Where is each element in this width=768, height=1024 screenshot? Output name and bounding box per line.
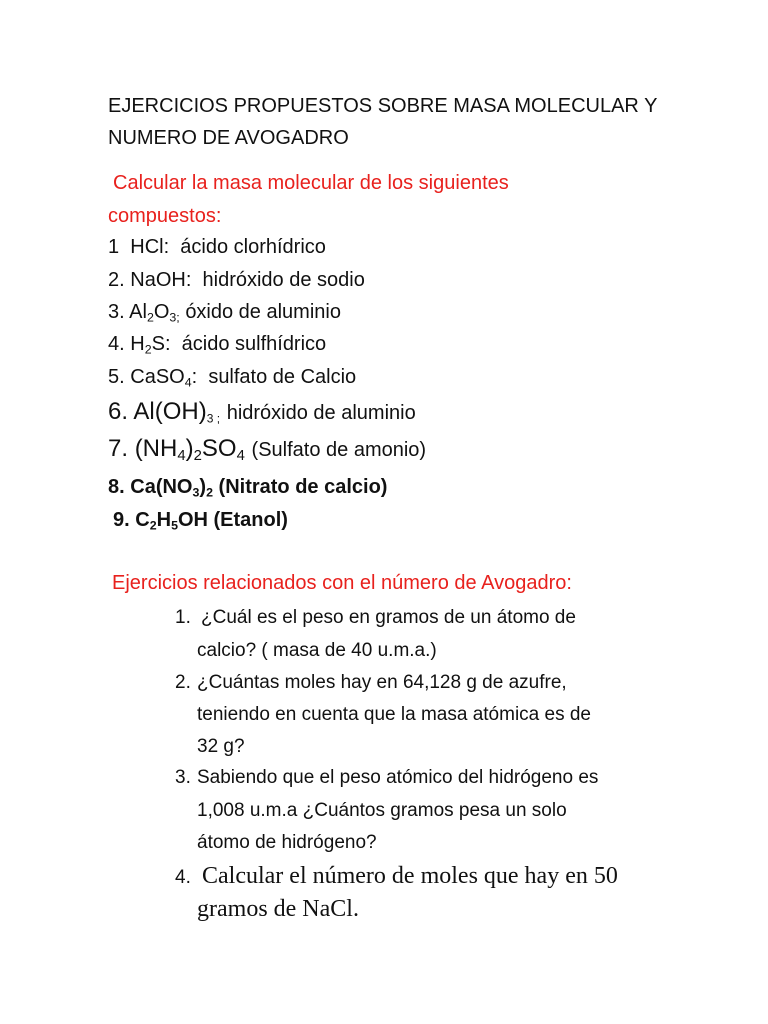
compound-name: hidróxido de sodio [202, 269, 365, 291]
compound-item-4 [108, 333, 327, 357]
compound-name: hidróxido de aluminio [226, 402, 416, 424]
section1-heading-line-1: Calcular la masa molecular de los siguientes [113, 172, 509, 194]
question-2-number: 2. [175, 672, 191, 693]
question-1-line-1: ¿Cuál es el peso en gramos de un átomo de [201, 607, 576, 628]
question-1-line-2: calcio? ( masa de 40 u.m.a.) [197, 640, 437, 661]
section1-heading-line-2: compuestos: [108, 205, 222, 227]
question-3-number: 3. [175, 767, 191, 788]
formula: $Al(OH)_{3 ;}$ [133, 398, 221, 426]
formula: CaSO$_4$: [130, 366, 198, 390]
item-number: 5. [108, 366, 125, 388]
compound-name: óxido de aluminio [185, 301, 341, 323]
question-4-line-1: Calcular el número de moles que hay en 50 [202, 863, 618, 889]
item-number: 2. [108, 269, 125, 291]
formula: NaOH: [130, 269, 192, 291]
formula: $(NH_4)_2SO_4$ [134, 435, 245, 465]
formula: $H_2S$: [130, 333, 171, 357]
question-2-line-1: ¿Cuántas moles hay en 64,128 g de azufre, [197, 672, 567, 693]
compound-item-3 [108, 301, 341, 325]
compound-name: (Nitrato de calcio) [218, 476, 388, 498]
formula: $Al_2O_{3;}$ [129, 301, 180, 325]
compound-item-2 [108, 270, 365, 290]
compound-name: ácido clorhídrico [180, 236, 326, 258]
item-number: 7. [108, 435, 129, 462]
item-number: 4. [108, 333, 125, 355]
compound-item-8 [108, 476, 388, 500]
question-3-line-3: átomo de hidrógeno? [197, 832, 377, 853]
compound-item-7 [108, 435, 427, 465]
item-number: 9. [113, 509, 130, 531]
compound-item-1 [108, 237, 326, 257]
compound-name: sulfato de Calcio [208, 366, 357, 388]
question-2-line-3: 32 g? [197, 736, 245, 757]
compound-name: (Sulfato de amonio) [251, 439, 427, 461]
item-number: 8. [108, 476, 125, 498]
title-line-2: NUMERO DE AVOGADRO [108, 127, 349, 149]
section2-heading: Ejercicios relacionados con el número de Avogadro: [112, 572, 572, 594]
title-line-1: EJERCICIOS PROPUESTOS SOBRE MASA MOLECULAR Y [108, 95, 658, 117]
compound-item-6 [108, 400, 416, 424]
formula: HCl: [130, 236, 170, 258]
compound-item-9 [113, 509, 288, 533]
compound-name: ácido sulfhídrico [181, 333, 327, 355]
item-number: 3. [108, 301, 125, 323]
formula: $Ca(NO_3)_2$ [130, 476, 213, 500]
question-3-line-1: Sabiendo que el peso atómico del hidrógeno es [197, 767, 599, 788]
question-4-line-2: gramos de NaCl. [197, 896, 359, 922]
question-4-number: 4. [175, 867, 191, 888]
item-number: 6. [108, 398, 129, 425]
question-2-line-2: teniendo en cuenta que la masa atómica es de [197, 704, 591, 725]
item-number: 1 [108, 236, 120, 258]
question-1-number: 1. [175, 607, 191, 628]
question-3-line-2: 1,008 u.m.a ¿Cuántos gramos pesa un solo [197, 800, 567, 821]
formula: $C_2H_5OH$ (Etanol) [135, 509, 288, 533]
compound-item-5 [108, 366, 357, 390]
